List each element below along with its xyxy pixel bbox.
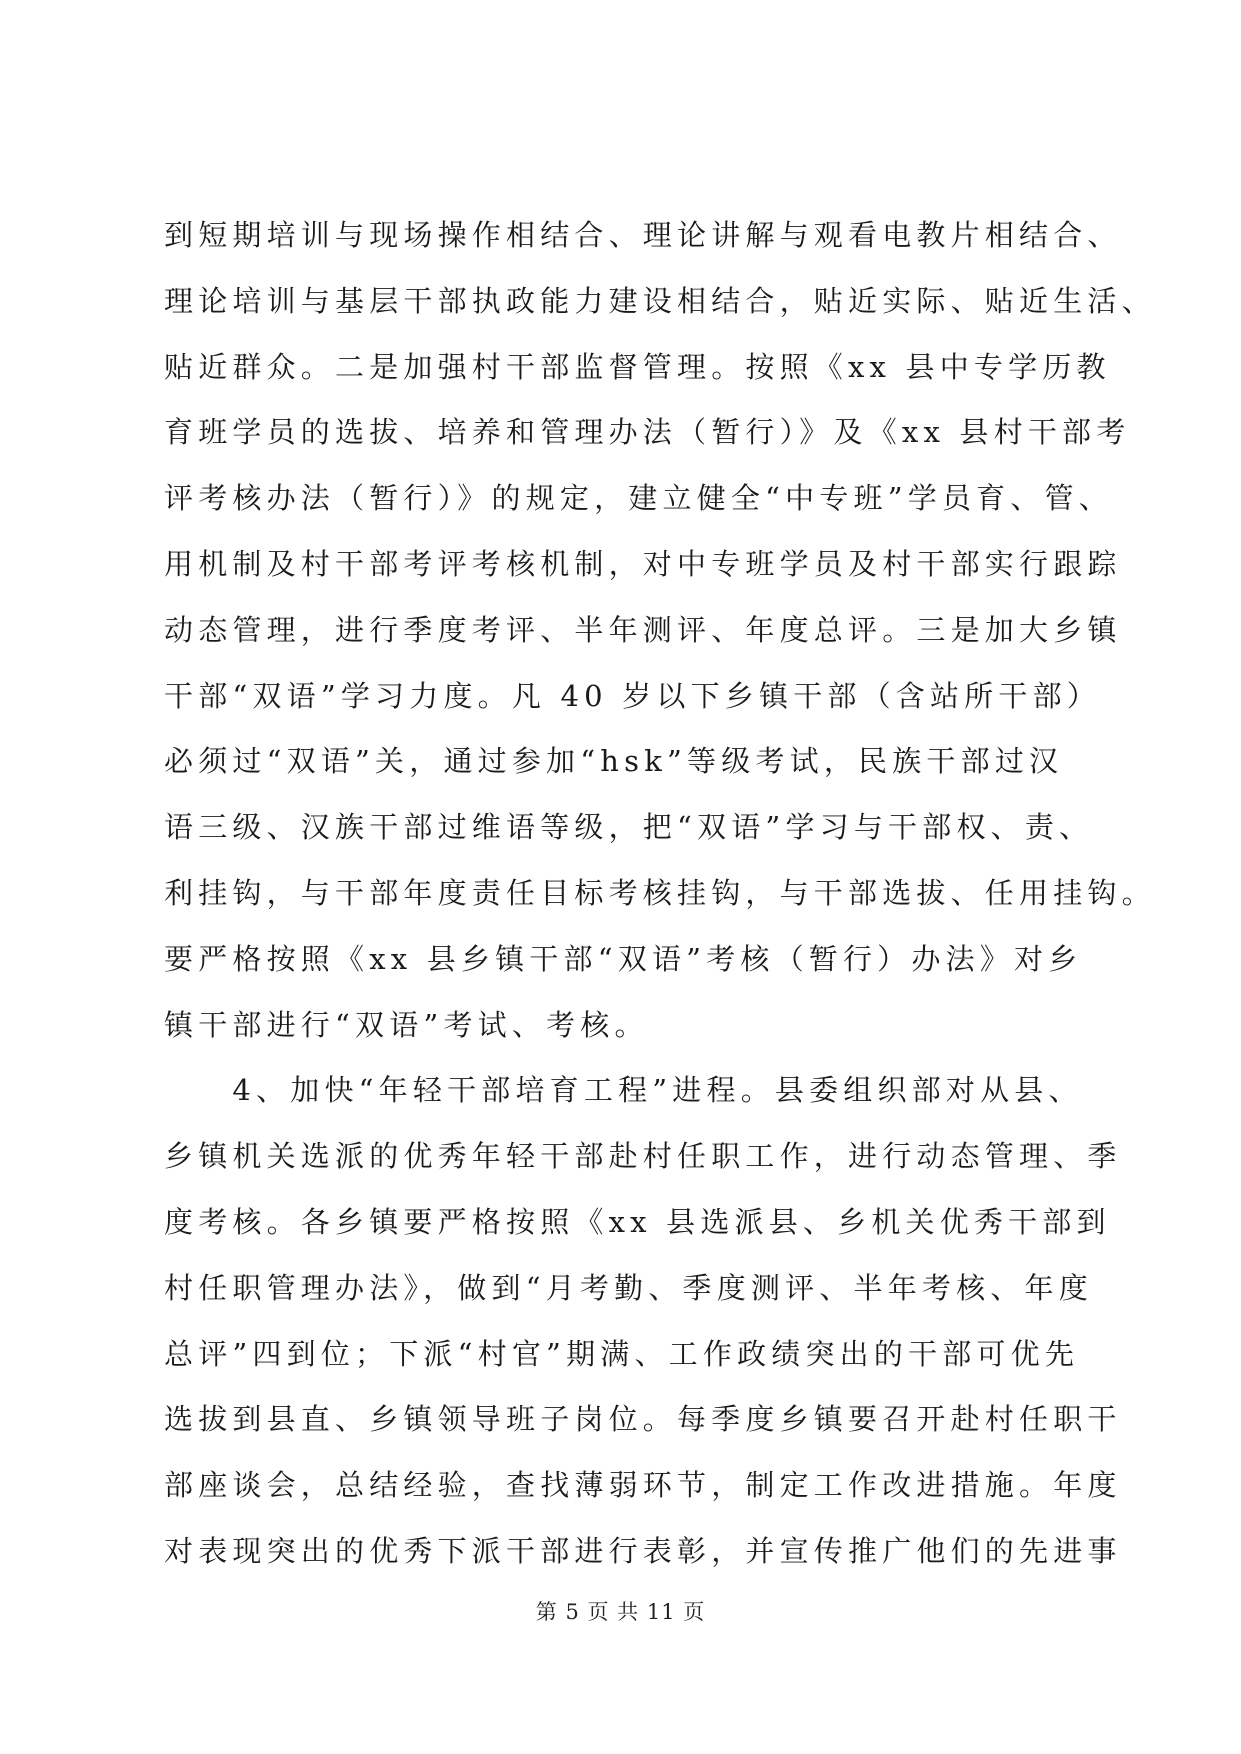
text-line: 贴近群众。二是加强村干部监督管理。按照《xx 县中专学历教 [164,349,1111,384]
document-body [164,203,1156,1585]
text-line: 要严格按照《xx 县乡镇干部“双语”考核（暂行）办法》对乡 [164,941,1083,976]
text-line: 镇干部进行“双语”考试、考核。 [164,1007,649,1042]
text-line: 部座谈会，总结经验，查找薄弱环节，制定工作改进措施。年度 [164,1468,1122,1503]
text-line: 度考核。各乡镇要严格按照《xx 县选派县、乡机关优秀干部到 [164,1204,1111,1239]
page-number-footer: 第 5 页 共 11 页 [535,1600,706,1624]
text-line: 利挂钩，与干部年度责任目标考核挂钩，与干部选拔、任用挂钩。 [164,875,1156,910]
text-line: 村任职管理办法》，做到“月考勤、季度测评、半年考核、年度 [164,1270,1093,1305]
text-line: 干部“双语”学习力度。凡 40 岁以下乡镇干部（含站所干部） [164,678,1101,713]
text-line: 必须过“双语”关，通过参加“hsk”等级考试，民族干部过汉 [164,744,1064,779]
text-line: 评考核办法（暂行）》的规定，建立健全“中专班”学员育、管、 [164,481,1113,516]
text-line: 育班学员的选拔、培养和管理办法（暂行）》及《xx 县村干部考 [164,415,1131,450]
text-line: 动态管理，进行季度考评、半年测评、年度总评。三是加大乡镇 [164,612,1122,647]
text-line: 对表现突出的优秀下派干部进行表彰，并宣传推广他们的先进事 [164,1533,1122,1568]
text-line: 语三级、汉族干部过维语等级，把“双语”学习与干部权、责、 [164,810,1094,845]
text-line: 到短期培训与现场操作相结合、理论讲解与观看电教片相结合、 [164,218,1122,252]
text-line: 用机制及村干部考评考核机制，对中专班学员及村干部实行跟踪 [164,546,1122,581]
text-line: 乡镇机关选派的优秀年轻干部赴村任职工作，进行动态管理、季 [164,1139,1122,1174]
text-line: 理论培训与基层干部执政能力建设相结合，贴近实际、贴近生活、 [164,283,1156,318]
text-line: 4、加快“年轻干部培育工程”进程。县委组织部对从县、 [164,1073,1083,1108]
text-line: 选拔到县直、乡镇领导班子岗位。每季度乡镇要召开赴村任职干 [164,1402,1122,1437]
text-line: 总评”四到位；下派“村官”期满、工作政绩突出的干部可优先 [164,1336,1080,1371]
